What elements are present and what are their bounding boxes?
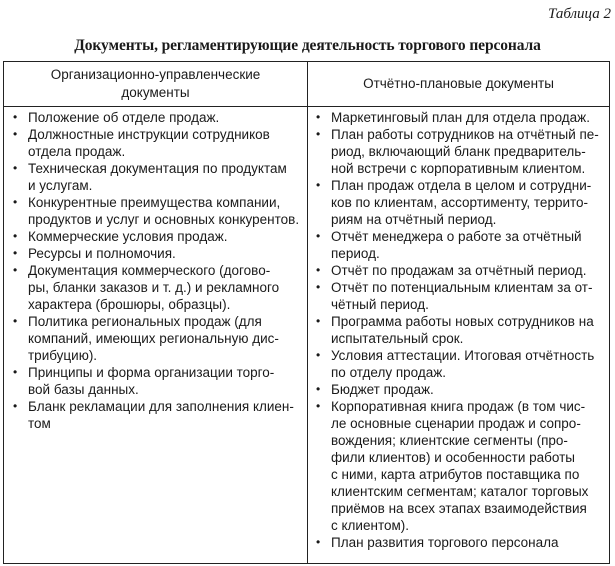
column-header-reporting bbox=[308, 62, 609, 106]
organizational-documents-list bbox=[14, 109, 302, 432]
list-item: • Маркетинговый план для отдела продаж. bbox=[317, 109, 607, 126]
list-item: • План продаж отдела в целом и сотрудни- ков по клиентам, ассортименту, террито- риям на отчётный период. bbox=[317, 177, 607, 228]
list-item: • Отчёт по продажам за отчётный период. bbox=[317, 262, 607, 279]
list-item: • План работы сотрудников на отчётный пе- риод, включающий бланк предваритель- ной встречи с корпоративным клиентом. bbox=[317, 126, 607, 177]
column-header-organizational-text: Организационно-управленческие документы bbox=[50, 67, 261, 100]
list-item: • Принципы и форма организации торго- вой базы данных. bbox=[14, 364, 302, 398]
list-item: • Должностные инструкции сотрудников отдела продаж. bbox=[14, 126, 302, 160]
column-header-reporting-text: Отчётно-плановые документы bbox=[363, 76, 554, 91]
header-divider bbox=[4, 106, 609, 107]
documents-table bbox=[3, 61, 610, 564]
list-item: • Политика региональных продаж (для компаний, имеющих региональную дис- трибуцию). bbox=[14, 313, 302, 364]
list-item: • План развития торгового персонала bbox=[317, 534, 607, 551]
list-item: • Документация коммерческого (догово- ры, бланки заказов и т. д.) и рекламного характера (брошюры, образцы). bbox=[14, 262, 302, 313]
list-item: • Корпоративная книга продаж (в том чис- ле основные сценарии продаж и сопро- вождения; клиентские сегменты (про- фили клиентов) и особенности работы с ними, карта атрибутов поставщика по клиентским сегментам; каталог торговых приёмов на всех этапах взаимодействия с клиентом). bbox=[317, 398, 607, 534]
reporting-documents-list bbox=[317, 109, 607, 551]
list-item: • Коммерческие условия продаж. bbox=[14, 228, 302, 245]
table-number-label: Таблица 2 bbox=[548, 6, 611, 22]
list-item: • Ресурсы и полномочия. bbox=[14, 245, 302, 262]
column-divider bbox=[307, 62, 308, 563]
list-item: • Условия аттестации. Итоговая отчётность по отделу продаж. bbox=[317, 347, 607, 381]
list-item: • Техническая документация по продуктам и услугам. bbox=[14, 160, 302, 194]
column-header-organizational bbox=[4, 62, 307, 106]
table-title: Документы, регламентирующие деятельность торгового персонала bbox=[74, 37, 541, 54]
list-item: • Отчёт по потенциальным клиентам за от- чётный период. bbox=[317, 279, 607, 313]
list-item: • Бланк рекламации для заполнения клиен- том bbox=[14, 398, 302, 432]
list-item: • Конкурентные преимущества компании, продуктов и услуг и основных конкурентов. bbox=[14, 194, 302, 228]
list-item: • Отчёт менеджера о работе за отчётный период. bbox=[317, 228, 607, 262]
list-item: • Положение об отделе продаж. bbox=[14, 109, 302, 126]
list-item: • Бюджет продаж. bbox=[317, 381, 607, 398]
list-item: • Программа работы новых сотрудников на испытательный срок. bbox=[317, 313, 607, 347]
